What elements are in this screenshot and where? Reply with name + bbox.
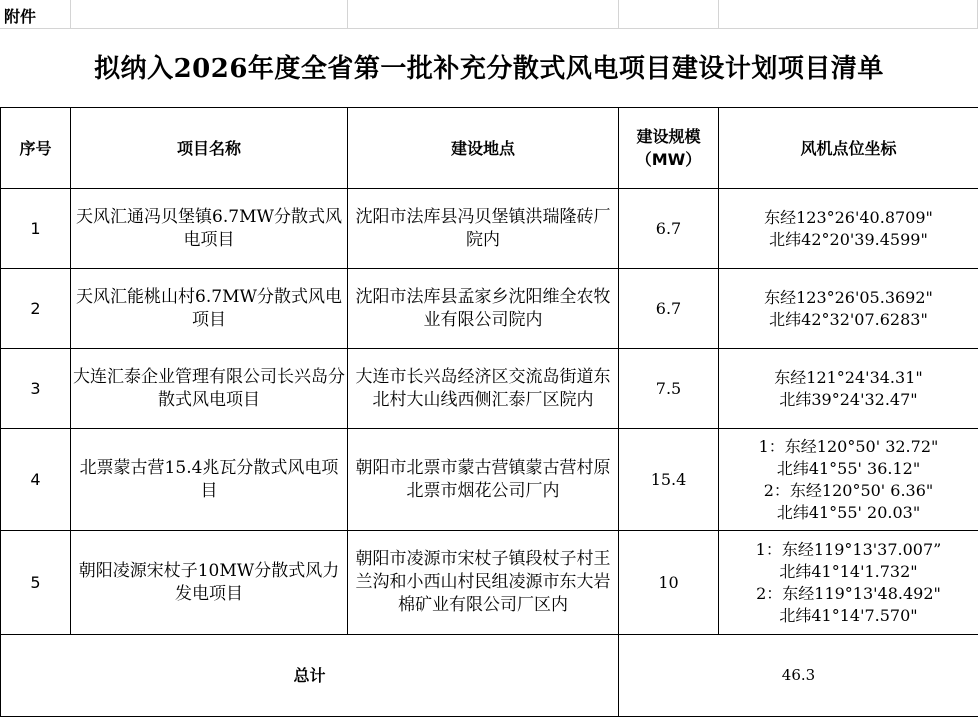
project-name-text: 朝阳凌源宋杖子10MW分散式风力发电项目 (73, 560, 345, 606)
row-project-name (71, 189, 348, 269)
header-scale-unit: （MW） (621, 148, 716, 171)
row-project-name (71, 429, 348, 531)
row-coords (719, 349, 978, 429)
project-name-text: 天风汇通冯贝堡镇6.7MW分散式风电项目 (73, 206, 345, 252)
table-row (1, 269, 978, 349)
gridline (0, 28, 978, 29)
row-coords (719, 429, 978, 531)
row-coords (719, 189, 978, 269)
total-label: 总计 (1, 635, 619, 717)
row-no: 4 (1, 429, 71, 531)
coord-line: 东经123°26'05.3692" (721, 287, 976, 309)
row-no: 1 (1, 189, 71, 269)
coord-line: 东经123°26'40.8709" (721, 207, 976, 229)
row-coords (719, 269, 978, 349)
coord-line: 北纬41°14'7.570" (721, 605, 976, 627)
header-location: 建设地点 (348, 108, 619, 189)
project-name-text: 天风汇能桃山村6.7MW分散式风电项目 (73, 286, 345, 332)
row-scale: 6.7 (619, 189, 719, 269)
header-coords: 风机点位坐标 (719, 108, 978, 189)
row-scale: 6.7 (619, 269, 719, 349)
coord-line: 北纬39°24'32.47" (721, 389, 976, 411)
row-coords (719, 531, 978, 635)
total-value: 46.3 (619, 635, 978, 717)
coord-line: 北纬41°14'1.732" (721, 561, 976, 583)
coord-line: 2：东经120°50' 6.36" (721, 480, 976, 502)
coord-line: 1：东经120°50' 32.72" (721, 436, 976, 458)
gridline (618, 0, 619, 28)
location-text: 沈阳市法库县孟家乡沈阳维全农牧业有限公司院内 (350, 286, 616, 332)
gridline (347, 0, 348, 28)
row-scale: 10 (619, 531, 719, 635)
location-text: 沈阳市法库县冯贝堡镇洪瑞隆砖厂院内 (350, 206, 616, 252)
row-location (348, 349, 619, 429)
header-scale-label: 建设规模 (621, 125, 716, 148)
header-no: 序号 (1, 108, 71, 189)
coord-line: 北纬42°20'39.4599" (721, 229, 976, 251)
project-name-text: 北票蒙古营15.4兆瓦分散式风电项目 (73, 457, 345, 503)
total-row (1, 635, 978, 717)
row-project-name (71, 349, 348, 429)
gridline (718, 0, 719, 28)
table-row (1, 349, 978, 429)
coord-line: 1：东经119°13'37.007” (721, 539, 976, 561)
table-row (1, 429, 978, 531)
table-row (1, 189, 978, 269)
table-header-row (1, 108, 978, 189)
gridline (70, 0, 71, 28)
coord-line: 2：东经119°13'48.492" (721, 583, 976, 605)
row-no: 2 (1, 269, 71, 349)
row-scale: 15.4 (619, 429, 719, 531)
row-project-name (71, 269, 348, 349)
coord-line: 北纬41°55' 20.03" (721, 502, 976, 524)
location-text: 朝阳市凌源市宋杖子镇段杖子村王兰沟和小西山村民组凌源市东大岩棉矿业有限公司厂区内 (350, 548, 616, 617)
row-location (348, 429, 619, 531)
row-location (348, 189, 619, 269)
attachment-label: 附件 (4, 4, 36, 27)
location-text: 大连市长兴岛经济区交流岛街道东北村大山线西侧汇泰厂区院内 (350, 366, 616, 412)
coord-line: 北纬42°32'07.6283" (721, 309, 976, 331)
row-location (348, 531, 619, 635)
location-text: 朝阳市北票市蒙古营镇蒙古营村原北票市烟花公司厂内 (350, 457, 616, 503)
row-no: 3 (1, 349, 71, 429)
table-row (1, 531, 978, 635)
row-project-name (71, 531, 348, 635)
row-scale: 7.5 (619, 349, 719, 429)
document-title: 拟纳入2026年度全省第一批补充分散式风电项目建设计划项目清单 (0, 48, 978, 85)
project-name-text: 大连汇泰企业管理有限公司长兴岛分散式风电项目 (73, 366, 345, 412)
coord-line: 东经121°24'34.31" (721, 367, 976, 389)
project-table (0, 107, 978, 717)
header-name: 项目名称 (71, 108, 348, 189)
row-location (348, 269, 619, 349)
coord-line: 北纬41°55' 36.12" (721, 458, 976, 480)
row-no: 5 (1, 531, 71, 635)
header-scale (619, 108, 719, 189)
